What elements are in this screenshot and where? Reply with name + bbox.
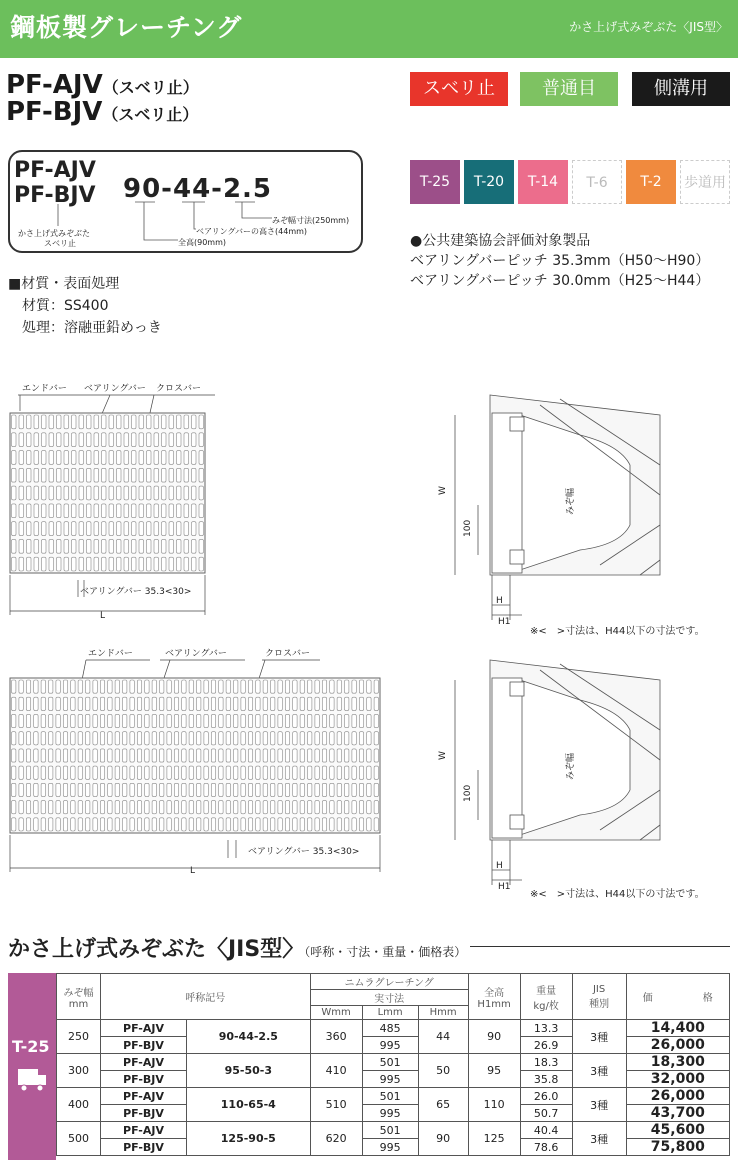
truck-icon — [16, 1067, 48, 1093]
label-end-bar-2: エンドバー — [88, 649, 133, 659]
label-groove-2: みぞ幅 — [566, 752, 576, 780]
th-jis: JIS 種別 — [572, 974, 626, 1020]
th-total-height: 全高 H1mm — [468, 974, 520, 1020]
cell-w: 360 — [310, 1020, 362, 1054]
cell-price-b: 75,800 — [626, 1139, 729, 1156]
label-H1-1: H1 — [498, 617, 511, 627]
cell-model-a: PF-AJV — [101, 1088, 187, 1105]
certification-pitch-1: ベアリングバーピッチ 35.3mm（H50〜H90） — [410, 253, 710, 269]
badge-gutter: 側溝用 — [632, 72, 730, 106]
cell-w: 620 — [310, 1122, 362, 1156]
label-pitch-1: ベアリングバー 35.3<30> — [80, 587, 192, 597]
th-weight: 重量 kg/枚 — [520, 974, 572, 1020]
cell-h: 90 — [418, 1122, 468, 1156]
cell-code: 110-65-4 — [187, 1088, 311, 1122]
cell-price-a: 18,300 — [626, 1054, 729, 1071]
page-header — [0, 0, 738, 58]
page-subtitle: かさ上げ式みぞぶた〈JIS型〉 — [569, 20, 728, 34]
cell-l-b: 995 — [362, 1105, 418, 1122]
cell-weight-a: 13.3 — [520, 1020, 572, 1037]
label-total-height: 全高(90mm) — [178, 238, 227, 247]
th-groove-width: みぞ幅 mm — [57, 974, 101, 1020]
cell-model-a: PF-AJV — [101, 1020, 187, 1037]
material-heading: ■材質・表面処理 — [8, 276, 120, 292]
table-row — [57, 1122, 730, 1139]
label-groove-1: みぞ幅 — [566, 487, 576, 515]
th-designation: 呼称記号 — [101, 974, 311, 1020]
cell-h: 50 — [418, 1054, 468, 1088]
cell-l-a: 501 — [362, 1054, 418, 1071]
cell-width: 500 — [57, 1122, 101, 1156]
th-l: Lmm — [362, 1006, 418, 1020]
load-t2: T-2 — [626, 160, 676, 204]
cell-code: 90-44-2.5 — [187, 1020, 311, 1054]
th-w: Wmm — [310, 1006, 362, 1020]
label-type: かさ上げ式みぞぶた — [18, 229, 90, 238]
cell-price-b: 26,000 — [626, 1037, 729, 1054]
cell-jis: 3種 — [572, 1020, 626, 1054]
cell-l-a: 501 — [362, 1122, 418, 1139]
load-t14: T-14 — [518, 160, 568, 204]
label-end-bar-1: エンドバー — [22, 384, 67, 394]
label-cross-bar-1: クロスバー — [156, 384, 202, 394]
spec-price-table — [56, 973, 730, 1156]
model-name-a: PF-AJV（スベリ止） — [6, 70, 199, 100]
cell-l-b: 995 — [362, 1037, 418, 1054]
cell-price-a: 26,000 — [626, 1088, 729, 1105]
cell-code: 95-50-3 — [187, 1054, 311, 1088]
table-row — [57, 1105, 730, 1122]
grating-plan-2 — [10, 678, 380, 833]
cell-weight-b: 26.9 — [520, 1037, 572, 1054]
cell-model-b: PF-BJV — [101, 1105, 187, 1122]
label-bearing-bar-2: ベアリングバー — [165, 649, 227, 659]
cell-price-a: 14,400 — [626, 1020, 729, 1037]
cell-price-b: 43,700 — [626, 1105, 729, 1122]
code-model-names: PF-AJV PF-BJV — [14, 158, 96, 208]
label-W-1: W — [438, 486, 448, 495]
label-100-1: 100 — [463, 519, 473, 537]
cell-model-a: PF-AJV — [101, 1122, 187, 1139]
badge-normal-mesh: 普通目 — [520, 72, 618, 106]
cell-h1: 110 — [468, 1088, 520, 1122]
cell-model-b: PF-BJV — [101, 1071, 187, 1088]
certification-title: ●公共建築協会評価対象製品 — [410, 233, 591, 249]
certification-pitch-2: ベアリングバーピッチ 30.0mm（H25〜H44） — [410, 273, 710, 289]
label-100-2: 100 — [463, 784, 473, 802]
cell-weight-b: 78.6 — [520, 1139, 572, 1156]
label-slip: スベリ止 — [44, 239, 76, 248]
load-sidewalk: 歩道用 — [680, 160, 730, 204]
cell-weight-b: 35.8 — [520, 1071, 572, 1088]
label-cross-bar-2: クロスバー — [265, 649, 311, 659]
cell-code: 125-90-5 — [187, 1122, 311, 1156]
material-treatment: 処理：溶融亜鉛めっき — [22, 320, 162, 336]
cell-jis: 3種 — [572, 1122, 626, 1156]
table-row — [57, 1054, 730, 1071]
cell-h1: 125 — [468, 1122, 520, 1156]
cell-model-b: PF-BJV — [101, 1139, 187, 1156]
table-row — [57, 1088, 730, 1105]
cell-jis: 3種 — [572, 1054, 626, 1088]
label-pitch-2: ベアリングバー 35.3<30> — [248, 847, 360, 857]
cell-weight-a: 18.3 — [520, 1054, 572, 1071]
code-example: 90-44-2.5 — [123, 174, 273, 204]
label-H-1: H — [496, 596, 503, 606]
badge-slip: スベリ止 — [410, 72, 508, 106]
cell-l-a: 485 — [362, 1020, 418, 1037]
table-row — [57, 1071, 730, 1088]
code-leader-lines — [10, 152, 365, 255]
th-h: Hmm — [418, 1006, 468, 1020]
cell-price-b: 32,000 — [626, 1071, 729, 1088]
cell-width: 250 — [57, 1020, 101, 1054]
label-L-1: L — [100, 611, 106, 621]
grating-plan-1 — [10, 413, 205, 573]
load-t20: T-20 — [464, 160, 514, 204]
cell-h: 44 — [418, 1020, 468, 1054]
cell-model-a: PF-AJV — [101, 1054, 187, 1071]
diagram-plan-section-1 — [0, 375, 738, 645]
label-groove-width: みぞ幅寸法(250mm) — [272, 216, 350, 225]
cell-w: 410 — [310, 1054, 362, 1088]
material-grade: 材質：SS400 — [22, 298, 109, 314]
diagram-plan-section-2 — [0, 640, 738, 900]
label-H1-2: H1 — [498, 882, 511, 892]
cell-weight-a: 40.4 — [520, 1122, 572, 1139]
cell-l-b: 995 — [362, 1139, 418, 1156]
cell-l-b: 995 — [362, 1071, 418, 1088]
table-load-label: T-25 — [8, 973, 56, 1160]
cell-model-b: PF-BJV — [101, 1037, 187, 1054]
code-explanation-box — [8, 150, 363, 253]
note-dim-1: ※< >寸法は、H44以下の寸法です。 — [530, 626, 705, 637]
cell-h: 65 — [418, 1088, 468, 1122]
th-price: 価 格 — [626, 974, 729, 1020]
table-section-title: かさ上げ式みぞぶた〈JIS型〉（呼称・寸法・重量・価格表） — [8, 937, 467, 962]
cell-h1: 95 — [468, 1054, 520, 1088]
th-actual: 実寸法 — [310, 990, 468, 1006]
cell-width: 400 — [57, 1088, 101, 1122]
cell-weight-a: 26.0 — [520, 1088, 572, 1105]
section-divider — [470, 946, 730, 947]
table-row — [57, 1020, 730, 1037]
cell-price-a: 45,600 — [626, 1122, 729, 1139]
label-W-2: W — [438, 751, 448, 760]
th-nimura: ニムラグレーチング — [310, 974, 468, 990]
label-L-2: L — [190, 866, 196, 876]
cell-weight-b: 50.7 — [520, 1105, 572, 1122]
label-bar-height: ベアリングバーの高さ(44mm) — [196, 227, 308, 236]
cell-w: 510 — [310, 1088, 362, 1122]
load-t6: T-6 — [572, 160, 622, 204]
cell-jis: 3種 — [572, 1088, 626, 1122]
label-bearing-bar-1: ベアリングバー — [84, 384, 146, 394]
label-H-2: H — [496, 861, 503, 871]
model-name-b: PF-BJV（スベリ止） — [6, 97, 199, 127]
table-row — [57, 1037, 730, 1054]
cell-width: 300 — [57, 1054, 101, 1088]
note-dim-2: ※< >寸法は、H44以下の寸法です。 — [530, 889, 705, 900]
load-t25: T-25 — [410, 160, 460, 204]
cell-l-a: 501 — [362, 1088, 418, 1105]
cell-h1: 90 — [468, 1020, 520, 1054]
page-title: 鋼板製グレーチング — [10, 13, 243, 42]
table-row — [57, 1139, 730, 1156]
